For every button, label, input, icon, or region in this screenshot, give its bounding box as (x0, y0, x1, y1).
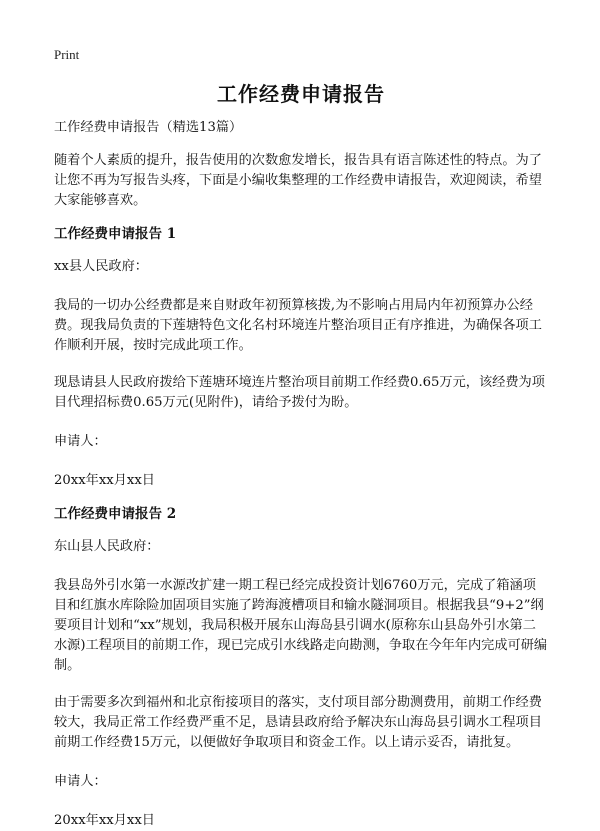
report-2-heading: 工作经费申请报告 2 (54, 506, 177, 522)
intro-paragraph: 随着个人素质的提升，报告使用的次数愈发增长，报告具有语言陈述性的特点。为了让您不再为写报告头疼，下面是小编收集整理的工作经费申请报告，欢迎阅读，希望大家能够喜欢。 (54, 153, 542, 208)
page-title: 工作经费申请报告 (217, 82, 385, 106)
report-2-section (54, 504, 548, 831)
document-subtitle: 工作经费申请报告（精选13篇） (54, 120, 243, 135)
report-2-addressee: 东山县人民政府： (54, 539, 160, 554)
report-1-addressee: xx县人民政府： (54, 259, 148, 274)
report-2-paragraph-2: 由于需要多次到福州和北京衔接项目的落实，支付项目部分勘测费用，前期工作经费较大，我局正常工作经费严重不足，恳请县政府给予解决东山海岛县引调水工程项目前期工作经费15万元，以便做好争取项目和资金工作。以上请示妥否，请批复。 (54, 695, 542, 750)
report-1-heading: 工作经费申请报告 1 (54, 226, 177, 242)
report-2-paragraph-1: 我县岛外引水第一水源改扩建一期工程已经完成投资计划6760万元，完成了箱涵项目和红旗水库除险加固项目实施了跨海渡槽项目和输水隧洞项目。根据我县“9+2”纲要项目计划和“xx”规划，我局积极开展东山海岛县引调水(原称东山县岛外引水第二水源)工程项目的前期工作，现已完成引水线路走向勘测，争取在今年年内完成可研编制。 (54, 578, 548, 673)
report-1-paragraph-1: 我局的一切办公经费都是来自财政年初预算核拨,为不影响占用局内年初预算办公经费。现我局负责的下莲塘特色文化名村环境连片整治项目正有序推进，为确保各项工作顺利开展，按时完成此项工作。 (54, 298, 542, 353)
report-2-applicant: 申请人： (54, 774, 107, 789)
print-link[interactable]: Print (54, 47, 80, 62)
report-1-paragraph-2: 现恳请县人民政府拨给下莲塘环境连片整治项目前期工作经费0.65万元，该经费为项目代理招标费0.65万元(见附件)，请给予拨付为盼。 (54, 375, 545, 410)
report-2-date: 20xx年xx月xx日 (54, 813, 155, 828)
report-1-section (54, 224, 548, 491)
report-1-date: 20xx年xx月xx日 (54, 473, 155, 488)
report-1-applicant: 申请人： (54, 434, 107, 449)
